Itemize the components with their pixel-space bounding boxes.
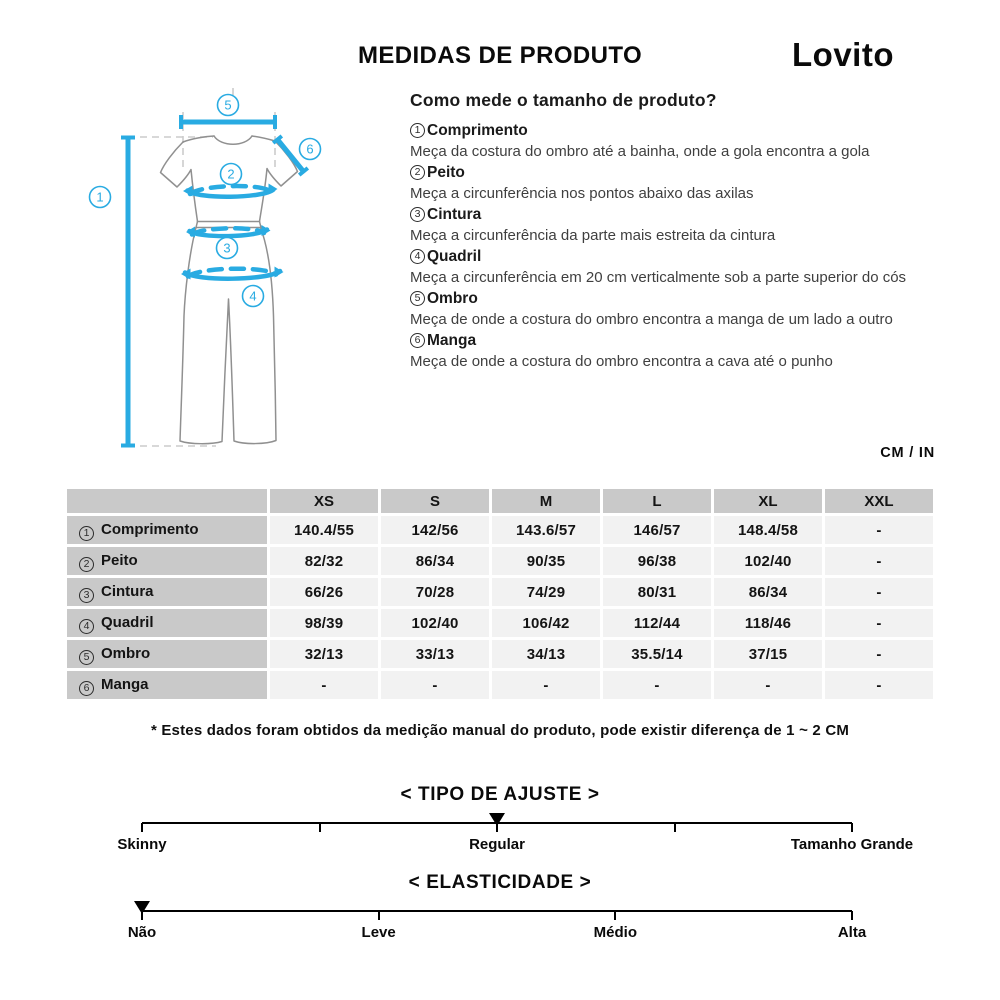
- value-cell: 106/42: [492, 609, 600, 637]
- value-cell: -: [825, 671, 933, 699]
- value-cell: 35.5/14: [603, 640, 711, 668]
- circled-number: 5: [79, 650, 94, 665]
- scale-tick: [319, 823, 321, 832]
- circled-number: 2: [79, 557, 94, 572]
- scale-tick: [378, 911, 380, 920]
- value-cell: 32/13: [270, 640, 378, 668]
- row-label: 1 Comprimento: [67, 516, 267, 544]
- value-cell: 37/15: [714, 640, 822, 668]
- svg-text:4: 4: [249, 288, 257, 304]
- circled-number: 5: [410, 291, 425, 306]
- table-row-ombro: [67, 640, 933, 668]
- value-cell: 102/40: [714, 547, 822, 575]
- callout-2: [221, 164, 242, 185]
- guide-item-label: Quadril: [427, 248, 482, 265]
- value-cell: 70/28: [381, 578, 489, 606]
- size-column-xxl: XXL: [825, 489, 933, 513]
- circled-number: 2: [410, 165, 425, 180]
- shoulder-measure-line: [181, 115, 275, 129]
- scale-label: Regular: [469, 836, 525, 853]
- fit-scale-labels: [117, 836, 914, 856]
- guide-item-comprimento: [410, 120, 955, 162]
- scale-tick: [851, 823, 853, 832]
- svg-text:3: 3: [223, 240, 231, 256]
- svg-text:6: 6: [306, 141, 314, 157]
- scale-label: Não: [127, 924, 157, 941]
- svg-text:1: 1: [96, 189, 104, 205]
- scale-label: Médio: [593, 924, 638, 941]
- value-cell: -: [714, 671, 822, 699]
- length-measure-line: [121, 138, 135, 446]
- guide-item-desc: Meça a circunferência em 20 cm verticalmente sob a parte superior do cós: [410, 269, 907, 286]
- circled-number: 6: [410, 333, 425, 348]
- row-label: 6 Manga: [67, 671, 267, 699]
- guide-item-desc: Meça a circunferência da parte mais estreita da cintura: [410, 227, 776, 244]
- garment-measurement-diagram: [55, 85, 405, 480]
- size-column-xl: XL: [714, 489, 822, 513]
- elasticity-scale-labels: [127, 924, 867, 944]
- size-table: [64, 486, 936, 702]
- guide-item-quadril: [410, 246, 955, 288]
- scale-tick: [141, 823, 143, 832]
- guide-item-desc: Meça de onde a costura do ombro encontra a cava até o punho: [410, 353, 833, 370]
- scale-tick: [851, 911, 853, 920]
- value-cell: -: [825, 547, 933, 575]
- callout-1: [90, 187, 111, 208]
- value-cell: 33/13: [381, 640, 489, 668]
- guide-item-label: Manga: [427, 332, 477, 349]
- value-cell: 143.6/57: [492, 516, 600, 544]
- elasticity-scale-title: < ELASTICIDADE >: [408, 872, 592, 893]
- value-cell: 98/39: [270, 609, 378, 637]
- circled-number: 1: [79, 526, 94, 541]
- scale-label: Leve: [361, 924, 396, 941]
- scale-tick: [614, 911, 616, 920]
- svg-text:5: 5: [224, 97, 232, 113]
- diagram-callouts: [90, 95, 321, 307]
- measurement-annotations: [121, 115, 308, 446]
- table-row-comprimento: [67, 516, 933, 544]
- table-header-row: [67, 489, 933, 513]
- guide-item-label: Comprimento: [427, 122, 528, 139]
- callout-6: [300, 139, 321, 160]
- circled-number: 6: [79, 681, 94, 696]
- value-cell: -: [825, 578, 933, 606]
- table-row-manga: [67, 671, 933, 699]
- value-cell: 140.4/55: [270, 516, 378, 544]
- table-row-cintura: [67, 578, 933, 606]
- circled-number: 1: [410, 123, 425, 138]
- row-label: 2 Peito: [67, 547, 267, 575]
- value-cell: 80/31: [603, 578, 711, 606]
- value-cell: 148.4/58: [714, 516, 822, 544]
- value-cell: -: [825, 516, 933, 544]
- guide-item-label: Cintura: [427, 206, 482, 223]
- callout-3: [217, 238, 238, 259]
- row-label: 3 Cintura: [67, 578, 267, 606]
- value-cell: 86/34: [714, 578, 822, 606]
- dashed-guide-lines: [128, 88, 275, 446]
- units-label: CM / IN: [880, 445, 935, 461]
- value-cell: 66/26: [270, 578, 378, 606]
- guide-item-desc: Meça da costura do ombro até a bainha, onde a gola encontra a gola: [410, 143, 870, 160]
- brand-logo: Lovito: [792, 36, 894, 73]
- value-cell: -: [825, 609, 933, 637]
- fit-scale-line: [142, 822, 852, 824]
- measure-guide: [410, 90, 955, 372]
- callout-4: [243, 286, 264, 307]
- value-cell: -: [381, 671, 489, 699]
- value-cell: 74/29: [492, 578, 600, 606]
- scale-label: Tamanho Grande: [790, 836, 914, 853]
- page-title: MEDIDAS DE PRODUTO: [357, 42, 643, 69]
- table-row-peito: [67, 547, 933, 575]
- scale-marker-triangle: [134, 901, 150, 914]
- guide-item-desc: Meça de onde a costura do ombro encontra a manga de um lado a outro: [410, 311, 893, 328]
- value-cell: 90/35: [492, 547, 600, 575]
- size-column-m: M: [492, 489, 600, 513]
- elasticity-scale-line: [142, 910, 852, 912]
- guide-item-peito: [410, 162, 955, 204]
- value-cell: -: [825, 640, 933, 668]
- scale-marker-triangle: [489, 813, 505, 826]
- circled-number: 3: [79, 588, 94, 603]
- value-cell: 82/32: [270, 547, 378, 575]
- value-cell: 96/38: [603, 547, 711, 575]
- value-cell: -: [492, 671, 600, 699]
- value-cell: 146/57: [603, 516, 711, 544]
- guide-item-manga: [410, 330, 955, 372]
- guide-item-label: Ombro: [427, 290, 478, 307]
- scale-label: Skinny: [117, 836, 167, 853]
- guide-item-label: Peito: [427, 164, 465, 181]
- row-label: 4 Quadril: [67, 609, 267, 637]
- size-column-xs: XS: [270, 489, 378, 513]
- value-cell: 142/56: [381, 516, 489, 544]
- value-cell: 118/46: [714, 609, 822, 637]
- svg-text:2: 2: [227, 166, 235, 182]
- scale-tick: [674, 823, 676, 832]
- circled-number: 3: [410, 207, 425, 222]
- size-column-l: L: [603, 489, 711, 513]
- guide-item-cintura: [410, 204, 955, 246]
- measurement-disclaimer: * Estes dados foram obtidos da medição manual do produto, pode existir diferença de 1 ~ 2 CM: [150, 722, 850, 739]
- chest-measure-band: [188, 186, 274, 197]
- circled-number: 4: [79, 619, 94, 634]
- value-cell: 34/13: [492, 640, 600, 668]
- value-cell: 102/40: [381, 609, 489, 637]
- value-cell: -: [603, 671, 711, 699]
- corner-cell: [67, 489, 267, 513]
- scale-label: Alta: [837, 924, 867, 941]
- value-cell: 86/34: [381, 547, 489, 575]
- hip-measure-band: [185, 269, 280, 279]
- table-row-quadril: [67, 609, 933, 637]
- waist-measure-band: [190, 228, 268, 236]
- row-label: 5 Ombro: [67, 640, 267, 668]
- guide-heading: Como mede o tamanho de produto?: [410, 90, 717, 110]
- circled-number: 4: [410, 249, 425, 264]
- value-cell: -: [270, 671, 378, 699]
- fit-scale-title: < TIPO DE AJUSTE >: [400, 784, 600, 805]
- guide-item-desc: Meça a circunferência nos pontos abaixo das axilas: [410, 185, 754, 202]
- value-cell: 112/44: [603, 609, 711, 637]
- size-column-s: S: [381, 489, 489, 513]
- guide-item-ombro: [410, 288, 955, 330]
- callout-5: [218, 95, 239, 116]
